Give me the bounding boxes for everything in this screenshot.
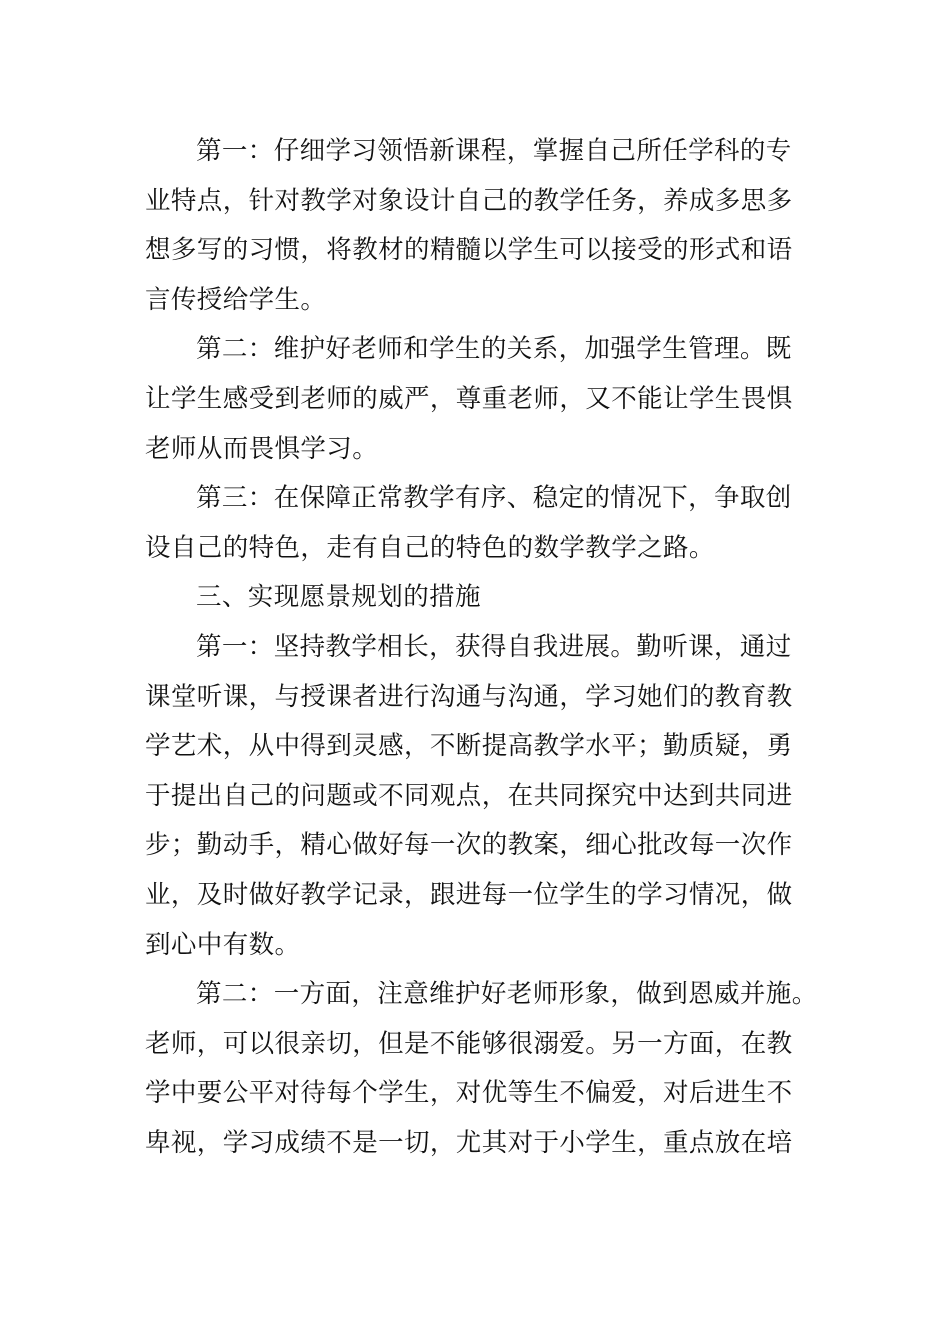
paragraph-line: 让学生感受到老师的威严，尊重老师，又不能让学生畏惧	[145, 383, 793, 414]
paragraph-line: 课堂听课，与授课者进行沟通与沟通，学习她们的教育教	[145, 681, 793, 712]
paragraph-line: 于提出自己的问题或不同观点，在共同探究中达到共同进	[145, 780, 793, 811]
paragraph-line: 想多写的习惯，将教材的精髓以学生可以接受的形式和语	[145, 235, 793, 266]
paragraph-line: 卑视，学习成绩不是一切，尤其对于小学生，重点放在培	[145, 1127, 793, 1158]
paragraph-line: 第一：坚持教学相长，获得自我进展。勤听课，通过	[196, 631, 792, 662]
section-heading: 三、实现愿景规划的措施	[196, 582, 481, 613]
paragraph-line: 言传授给学生。	[145, 284, 327, 315]
paragraph-line: 学中要公平对待每个学生，对优等生不偏爱，对后进生不	[145, 1078, 793, 1109]
paragraph-line: 第二：维护好老师和学生的关系，加强学生管理。既	[196, 334, 792, 365]
document-body	[145, 127, 818, 1168]
paragraph-line: 业特点，针对教学对象设计自己的教学任务，养成多思多	[145, 185, 793, 216]
paragraph-line: 第三：在保障正常教学有序、稳定的情况下，争取创	[196, 483, 792, 514]
paragraph-line: 第二：一方面，注意维护好老师形象，做到恩威并施。	[196, 979, 818, 1010]
paragraph-line: 老师从而畏惧学习。	[145, 433, 379, 464]
paragraph-line: 第一：仔细学习领悟新课程，掌握自己所任学科的专	[196, 136, 792, 166]
paragraph-line: 到心中有数。	[145, 929, 301, 960]
paragraph-line: 设自己的特色，走有自己的特色的数学教学之路。	[145, 532, 715, 563]
paragraph-line: 老师，可以很亲切，但是不能够很溺爱。另一方面，在教	[145, 1028, 793, 1059]
paragraph-line: 业，及时做好教学记录，跟进每一位学生的学习情况，做	[145, 879, 793, 910]
paragraph-line: 步；勤动手，精心做好每一次的教案，细心批改每一次作	[145, 830, 793, 861]
paragraph-line: 学艺术，从中得到灵感，不断提高教学水平；勤质疑，勇	[145, 731, 793, 762]
